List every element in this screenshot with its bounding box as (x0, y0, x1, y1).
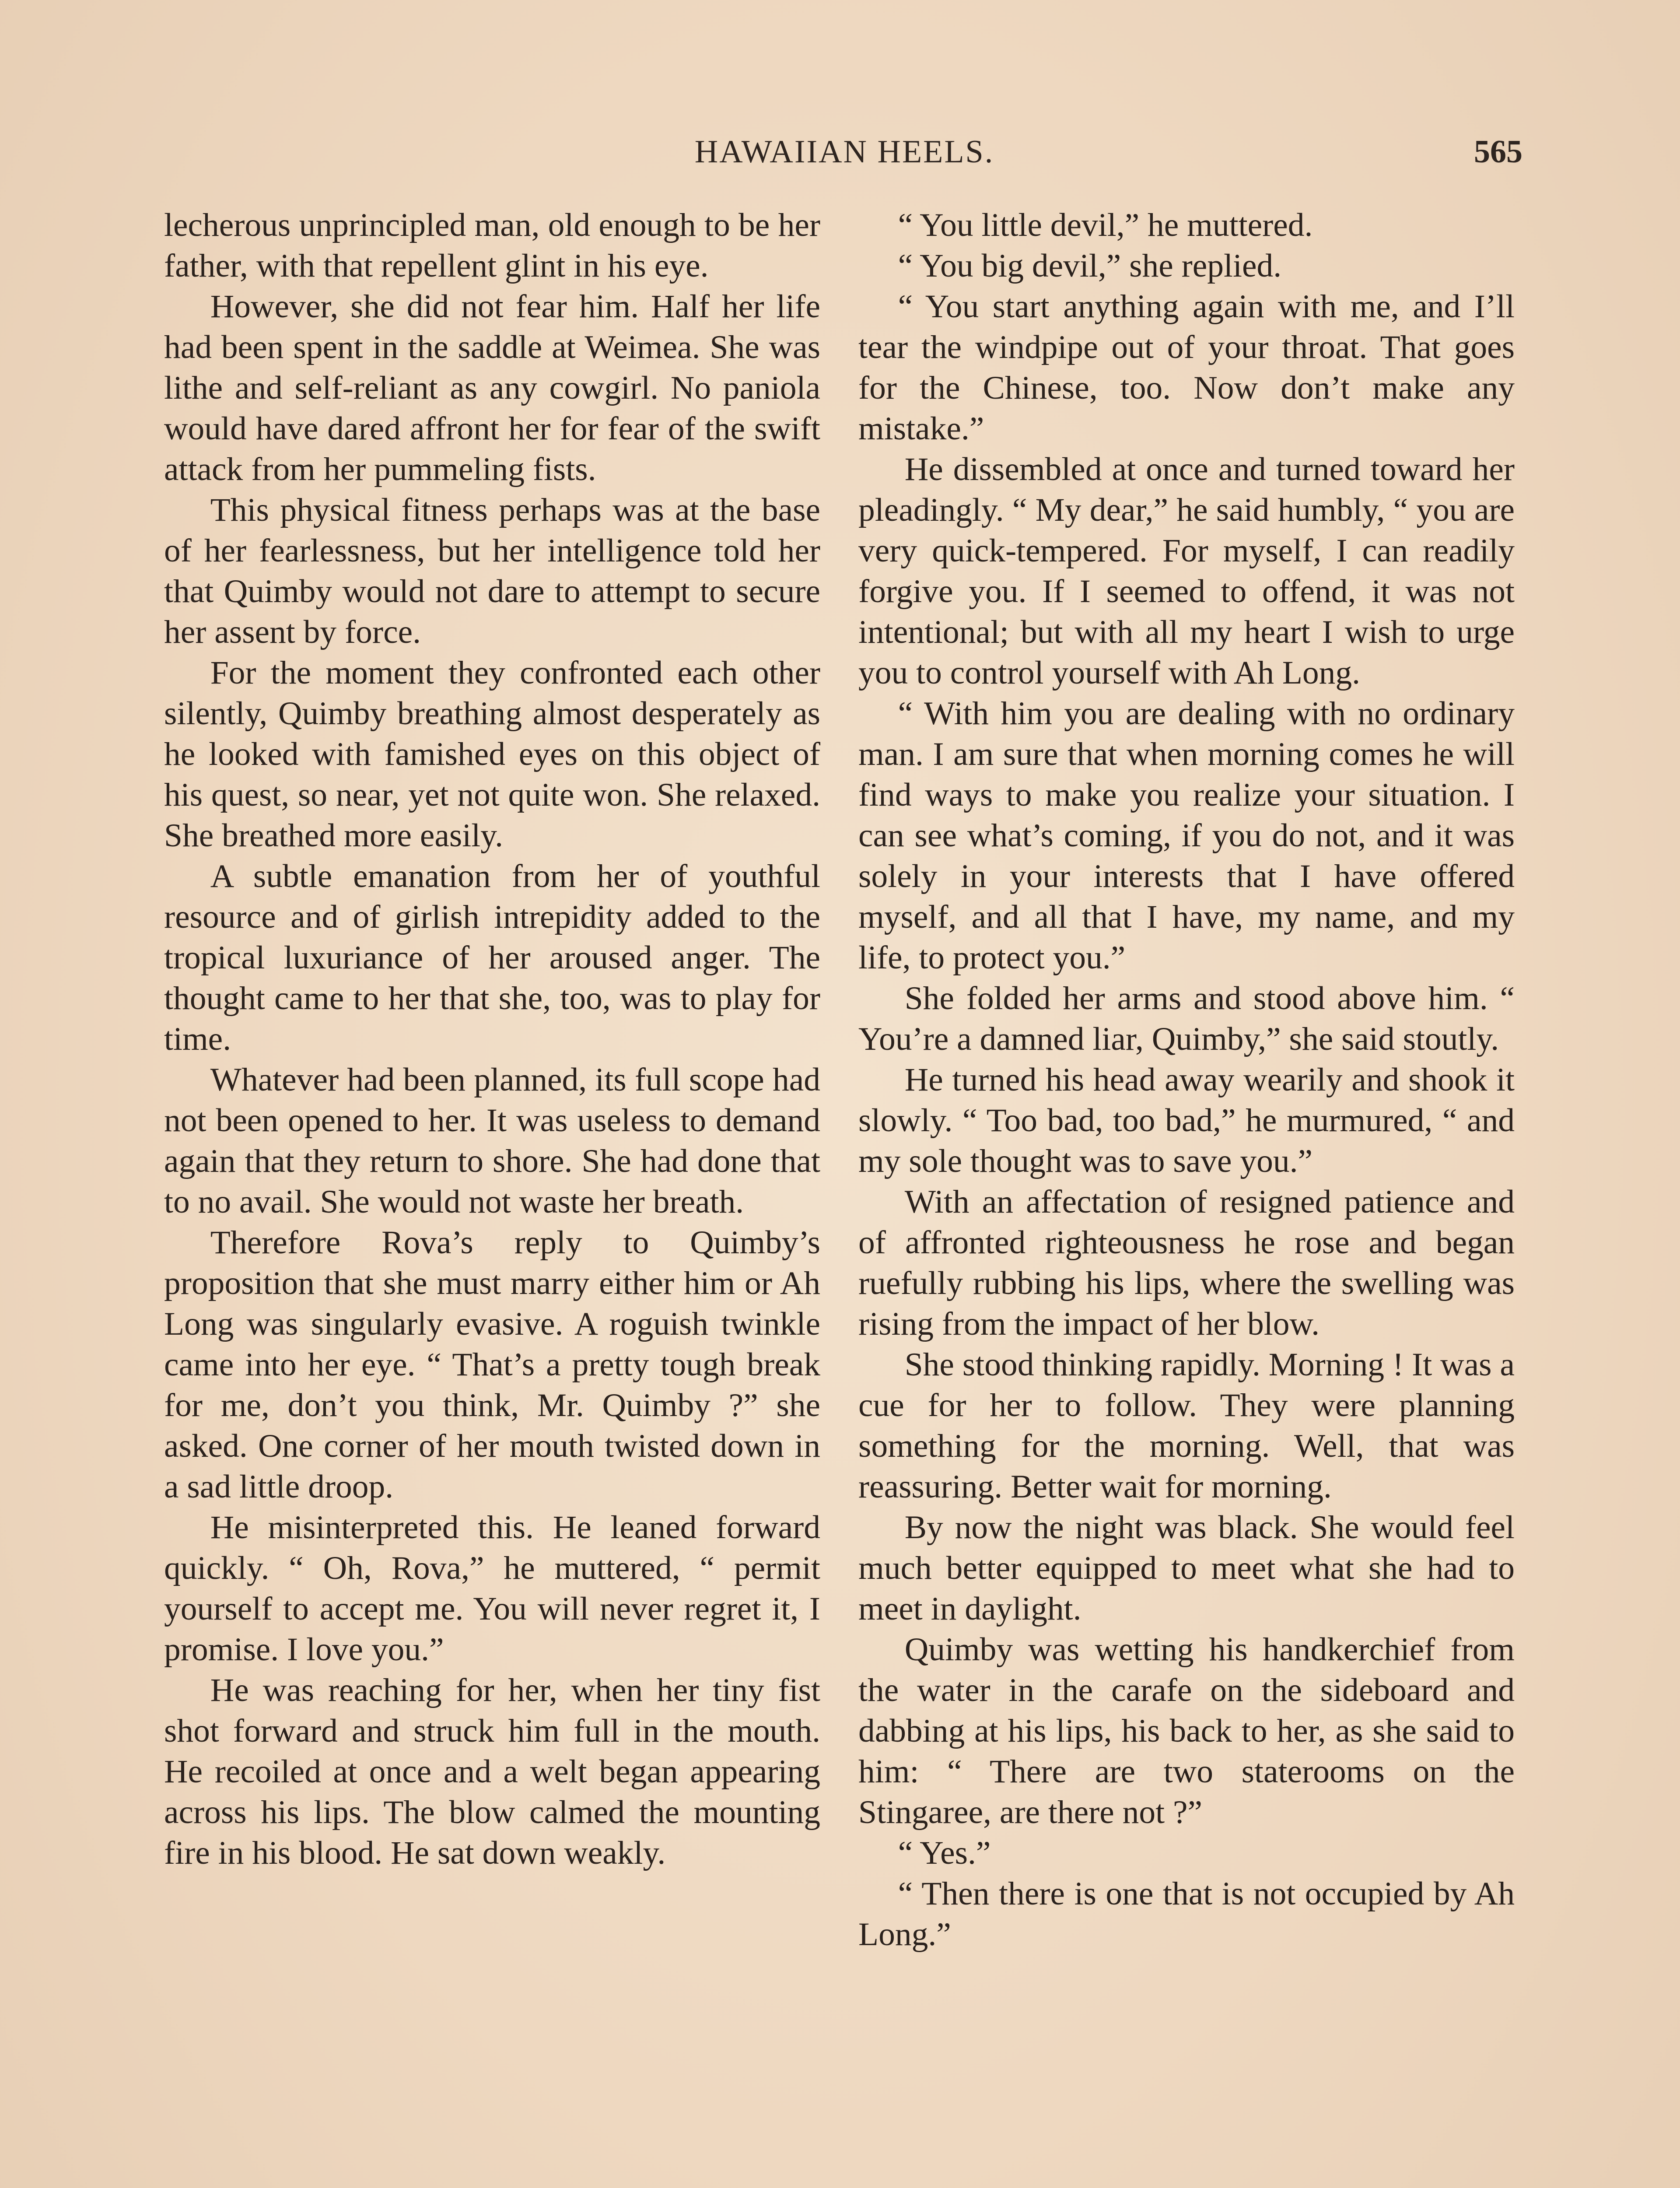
paragraph: “ Then there is one that is not occupied by Ah Long.” (858, 1876, 1515, 1953)
paragraph: A subtle emanation from her of youthful resource and of girlish intrepidity added to the tropical luxuriance of her aroused anger. The thought came to her that she, too, was to play for time. (164, 858, 820, 1057)
running-head (166, 128, 1522, 176)
right-text-column (858, 205, 1515, 2188)
paragraph: He dissembled at once and turned toward her pleadingly. “ My dear,” he said humbly, “ you are very quick-tempered. For myself, I can readily forgive you. If I seemed to offend, it was not intentional; but with all my heart I wish to urge you to control yourself with Ah Long. (858, 451, 1515, 691)
paragraph: She folded her arms and stood above him. “ You’re a damned liar, Quimby,” she said stoutly. (858, 980, 1515, 1057)
page-number: 565 (1474, 134, 1522, 170)
paragraph: She stood thinking rapidly. Morning ! It was a cue for her to follow. They were planning something for the morning. Well, that was reassuring. Better wait for morning. (858, 1346, 1515, 1505)
paragraph: lecherous unprincipled man, old enough to be her father, with that repellent glint in his eye. (164, 207, 820, 284)
paragraph: By now the night was black. She would feel much better equipped to meet what she had to meet in daylight. (858, 1509, 1515, 1627)
paragraph: He turned his head away wearily and shook it slowly. “ Too bad, too bad,” he murmured, “ and my sole thought was to save you.” (858, 1062, 1515, 1179)
paragraph: Whatever had been planned, its full scope had not been opened to her. It was useless to demand again that they return to shore. She had done that to no avail. She would not waste her breath. (164, 1062, 820, 1220)
story-title: HAWAIIAN HEELS. (694, 134, 994, 170)
paragraph: “ Yes.” (898, 1835, 991, 1871)
paragraph: He misinterpreted this. He leaned forward quickly. “ Oh, Rova,” he muttered, “ permit yourself to accept me. You will never regret it, I promise. I love you.” (164, 1509, 820, 1668)
left-text-column (164, 205, 820, 2188)
paragraph: He was reaching for her, when her tiny fist shot forward and struck him full in the mouth. He recoiled at once and a welt began appearing across his lips. The blow calmed the mounting fire in his blood. He sat down weakly. (164, 1672, 820, 1871)
paragraph: For the moment they confronted each other silently, Quimby breathing almost desperately as he looked with famished eyes on this object of his quest, so near, yet not quite won. She relaxed. She breathed more easily. (164, 655, 820, 854)
paragraph: This physical fitness perhaps was at the base of her fearlessness, but her intelligence told her that Quimby would not dare to attempt to secure her assent by force. (164, 492, 820, 650)
paragraph: Quimby was wetting his handkerchief from the water in the carafe on the sideboard and dabbing at his lips, his back to her, as she said to him: “ There are two staterooms on the Stingaree, are there not ?” (858, 1631, 1515, 1830)
paragraph: With an affectation of resigned patience and of affronted righteousness he rose and began ruefully rubbing his lips, where the swelling was rising from the impact of her blow. (858, 1184, 1515, 1342)
paragraph: “ You big devil,” she replied. (898, 248, 1282, 284)
paragraph: “ With him you are dealing with no ordinary man. I am sure that when morning comes he will find ways to make you realize your situation. I can see what’s coming, if you do not, and it was solely in your interests that I have offered myself, and all that I have, my name, and my life, to protect you.” (858, 695, 1515, 976)
paragraph: However, she did not fear him. Half her life had been spent in the saddle at Weimea. She was lithe and self-reliant as any cowgirl. No paniola would have dared affront her for fear of the swift attack from her pummeling fists. (164, 288, 820, 487)
paragraph: “ You start anything again with me, and I’ll tear the windpipe out of your throat. That goes for the Chinese, too. Now don’t make any mistake.” (858, 288, 1515, 447)
paragraph: “ You little devil,” he muttered. (898, 207, 1313, 243)
paragraph: Therefore Rova’s reply to Quimby’s proposition that she must marry either him or Ah Long was singularly evasive. A roguish twinkle came into her eye. “ That’s a pretty tough break for me, don’t you think, Mr. Quimby ?” she asked. One corner of her mouth twisted down in a sad little droop. (164, 1224, 820, 1505)
